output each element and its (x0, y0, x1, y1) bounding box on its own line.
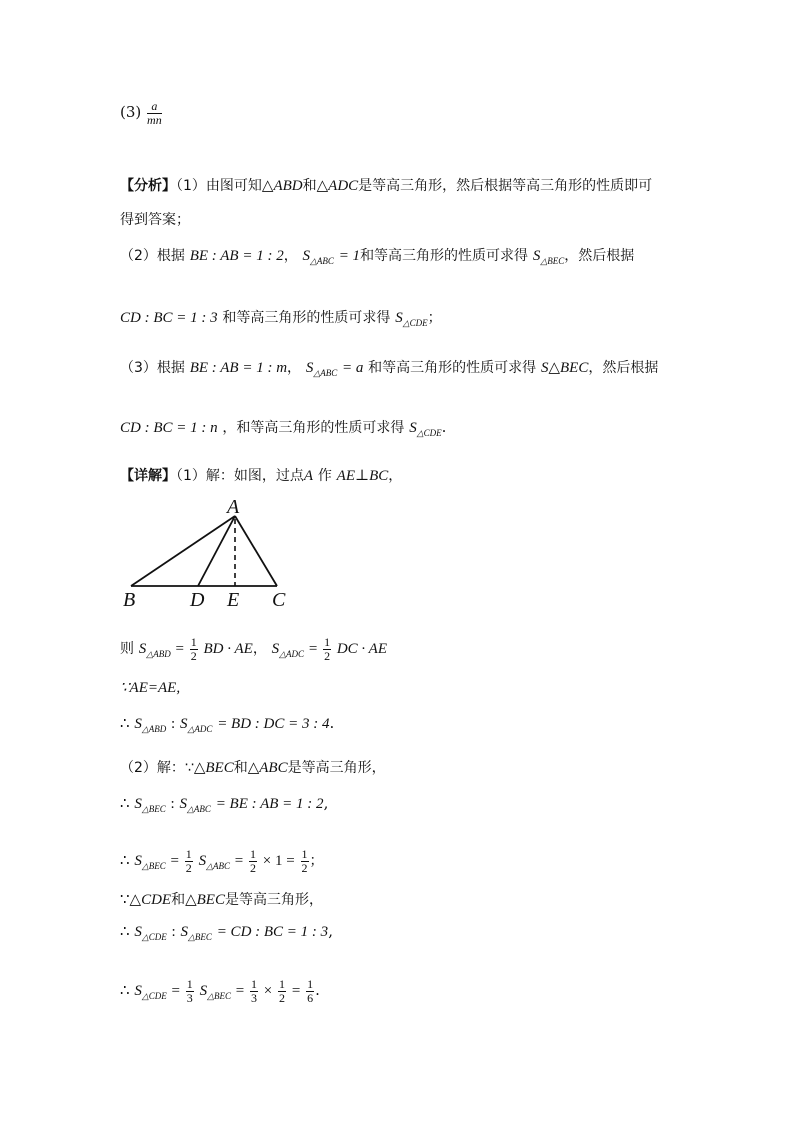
analysis-text: ，和等高三角形的性质可求得 (222, 420, 405, 436)
triangle-abc: △ABC (247, 760, 288, 776)
fraction-half: $\frac{1}{2}$ (301, 847, 308, 875)
area-cde: $S_{\triangle CDE}$ (134, 924, 167, 942)
detail-area-cde: ∴ $S_{\triangle CDE}$ = $\frac{1}{3}$ $S_{\triangle BEC}$ = $\frac{1}{3}$ × $\frac{1}{2}$ = $\frac{1}{6}$ . (120, 977, 320, 1005)
triangle-figure (115, 495, 305, 610)
answer-3-number: (3) (120, 103, 142, 122)
triangle-adc: △ADC (316, 178, 359, 194)
detail-text: ， (388, 468, 403, 484)
fraction-half: $\frac{1}{2}$ (190, 635, 197, 663)
analysis-text: 和 (302, 178, 317, 194)
detail-ratio-bec-abc: ∴ $S_{\triangle BEC}$ : $S_{\triangle ABC}$ = BE : AB = 1 : 2, (120, 794, 329, 814)
segment-ad (198, 516, 235, 586)
analysis-tag: 【分析】 (120, 178, 176, 194)
area-abc-value: = 1 (338, 248, 361, 264)
label-c: C (272, 589, 286, 610)
detail-area-bec: ∴ $S_{\triangle BEC}$ = $\frac{1}{2}$ $S_{\triangle ABC}$ = $\frac{1}{2}$ × 1 = $\frac{1}{2}$ ； (120, 847, 324, 875)
area-abc: $S_{\triangle ABC}$ (305, 360, 338, 378)
detail-text: 是等高三角形， (287, 760, 386, 776)
detail-text: 作 (317, 468, 332, 484)
detail-text: ∵AE=AE, (120, 680, 181, 696)
area-bec: $S_{\triangle BEC}$ (532, 248, 565, 266)
area-cde: $S_{\triangle CDE}$ (134, 983, 167, 1002)
ratio-result: = BD : DC = 3 : 4 (217, 716, 330, 732)
ratio-be-ab: BE : AB = 1 : 2 (189, 248, 284, 264)
analysis-text: （1）由图可知 (176, 178, 262, 194)
formula-dc-ae: DC · AE (336, 641, 387, 658)
detail-text: 是等高三角形， (224, 892, 323, 908)
multiplication: × (263, 983, 273, 1000)
triangle-cde: △CDE (129, 892, 172, 908)
analysis-text: ； (427, 310, 442, 326)
area-abc: $S_{\triangle ABC}$ (179, 796, 211, 814)
analysis-text: . (441, 418, 447, 436)
answer-3-fraction: $\frac{a}{mn}$ (147, 99, 162, 127)
detail-line-2 (120, 760, 386, 776)
label-b: B (123, 589, 136, 610)
fraction-third: $\frac{1}{3}$ (251, 977, 258, 1005)
area-bec: S△BEC (540, 360, 589, 376)
ratio-cd-bc: CD : BC = 1 : 3 (120, 310, 218, 326)
area-adc: $S_{\triangle ADC}$ (179, 716, 213, 734)
area-cde: $S_{\triangle CDE}$ (395, 310, 428, 328)
detail-tag: 【详解】 (120, 468, 176, 484)
ratio-be-ab-m: BE : AB = 1 : m (189, 360, 288, 376)
analysis-line-2 (120, 248, 634, 264)
analysis-line-1b (120, 212, 190, 227)
analysis-text: （2）根据 (120, 248, 185, 264)
area-bec: $S_{\triangle BEC}$ (180, 924, 212, 942)
therefore-symbol: ∴ (120, 981, 130, 1000)
analysis-line-3 (120, 360, 658, 376)
detail-area-formulas: 则 $S_{\triangle ABD}$ = $\frac{1}{2}$ BD · AE， $S_{\triangle ADC}$ = $\frac{1}{2}$ DC · AE (120, 635, 387, 663)
therefore-symbol: ∴ (120, 851, 130, 870)
point-a: A (303, 468, 314, 484)
fraction-half: $\frac{1}{2}$ (250, 847, 257, 875)
fraction-sixth: $\frac{1}{6}$ (307, 977, 314, 1005)
fraction-half: $\frac{1}{2}$ (324, 635, 331, 663)
therefore-symbol: ∴ (120, 714, 130, 732)
detail-ratio-abd-adc: ∴ $S_{\triangle ABD}$ : $S_{\triangle ADC}$ = BD : DC = 3 : 4. (120, 714, 335, 734)
detail-line-1 (120, 468, 402, 484)
answer-3 (120, 100, 163, 126)
fraction-half: $\frac{1}{2}$ (185, 847, 192, 875)
side-ac (235, 516, 277, 586)
area-abd: $S_{\triangle ABD}$ (138, 641, 171, 660)
label-a: A (227, 496, 240, 518)
ratio-cde: = CD : BC = 1 : 3 (216, 924, 329, 940)
analysis-text: ， (287, 360, 302, 376)
detail-because-ae (120, 680, 180, 696)
analysis-text: ，然后根据 (588, 360, 659, 376)
therefore-symbol: ∴ (120, 922, 130, 940)
area-abc-value: = a (342, 360, 364, 376)
triangle-bec: △BEC (185, 892, 225, 908)
analysis-text: 和等高三角形的性质可求得 (368, 360, 537, 376)
ratio-bec: = BE : AB = 1 : 2 (215, 796, 324, 812)
side-ab (131, 516, 235, 586)
area-adc: $S_{\triangle ADC}$ (271, 641, 305, 660)
analysis-line-1 (120, 178, 652, 194)
detail-text: 和 (233, 760, 248, 776)
analysis-text: ， (283, 248, 298, 264)
detail-because-cde (120, 892, 323, 908)
ratio-cd-bc-n: CD : BC = 1 : n (120, 420, 218, 436)
area-cde: $S_{\triangle CDE}$ (409, 420, 442, 438)
triangle-abd: △ABD (261, 178, 303, 194)
analysis-line-2b (120, 310, 442, 326)
detail-text: 和 (171, 892, 186, 908)
formula-bd-ae: BD · AE (203, 641, 253, 658)
detail-text: 则 (120, 641, 134, 658)
triangle-bec: △BEC (193, 760, 234, 776)
area-abd: $S_{\triangle ABD}$ (134, 716, 167, 734)
fraction-half: $\frac{1}{2}$ (279, 977, 286, 1005)
area-bec: $S_{\triangle BEC}$ (134, 853, 166, 872)
analysis-text: 得到答案； (120, 212, 190, 228)
analysis-text: （3）根据 (120, 360, 185, 376)
therefore-symbol: ∴ (120, 794, 130, 812)
multiplication: × 1 = (262, 853, 295, 870)
analysis-text: 和等高三角形的性质可求得 (360, 248, 529, 264)
analysis-text: ，然后根据 (564, 248, 635, 264)
area-abc: $S_{\triangle ABC}$ (302, 248, 334, 266)
area-bec: $S_{\triangle BEC}$ (199, 983, 231, 1002)
label-e: E (227, 589, 240, 610)
detail-text: （1）解：如图，过点 (176, 468, 304, 484)
analysis-text: 是等高三角形，然后根据等高三角形的性质即可 (358, 178, 653, 194)
area-bec: $S_{\triangle BEC}$ (134, 796, 166, 814)
area-abc: $S_{\triangle ABC}$ (198, 853, 230, 872)
detail-text: （2）解：∵ (120, 760, 194, 776)
analysis-line-3b (120, 420, 446, 436)
because-symbol: ∵ (120, 890, 130, 908)
fraction-third: $\frac{1}{3}$ (186, 977, 193, 1005)
perpendicular-statement: AE⊥BC (336, 468, 389, 484)
label-d: D (190, 589, 205, 610)
analysis-text: 和等高三角形的性质可求得 (222, 310, 391, 326)
detail-ratio-cde-bec: ∴ $S_{\triangle CDE}$ : $S_{\triangle BEC}$ = CD : BC = 1 : 3, (120, 922, 333, 942)
